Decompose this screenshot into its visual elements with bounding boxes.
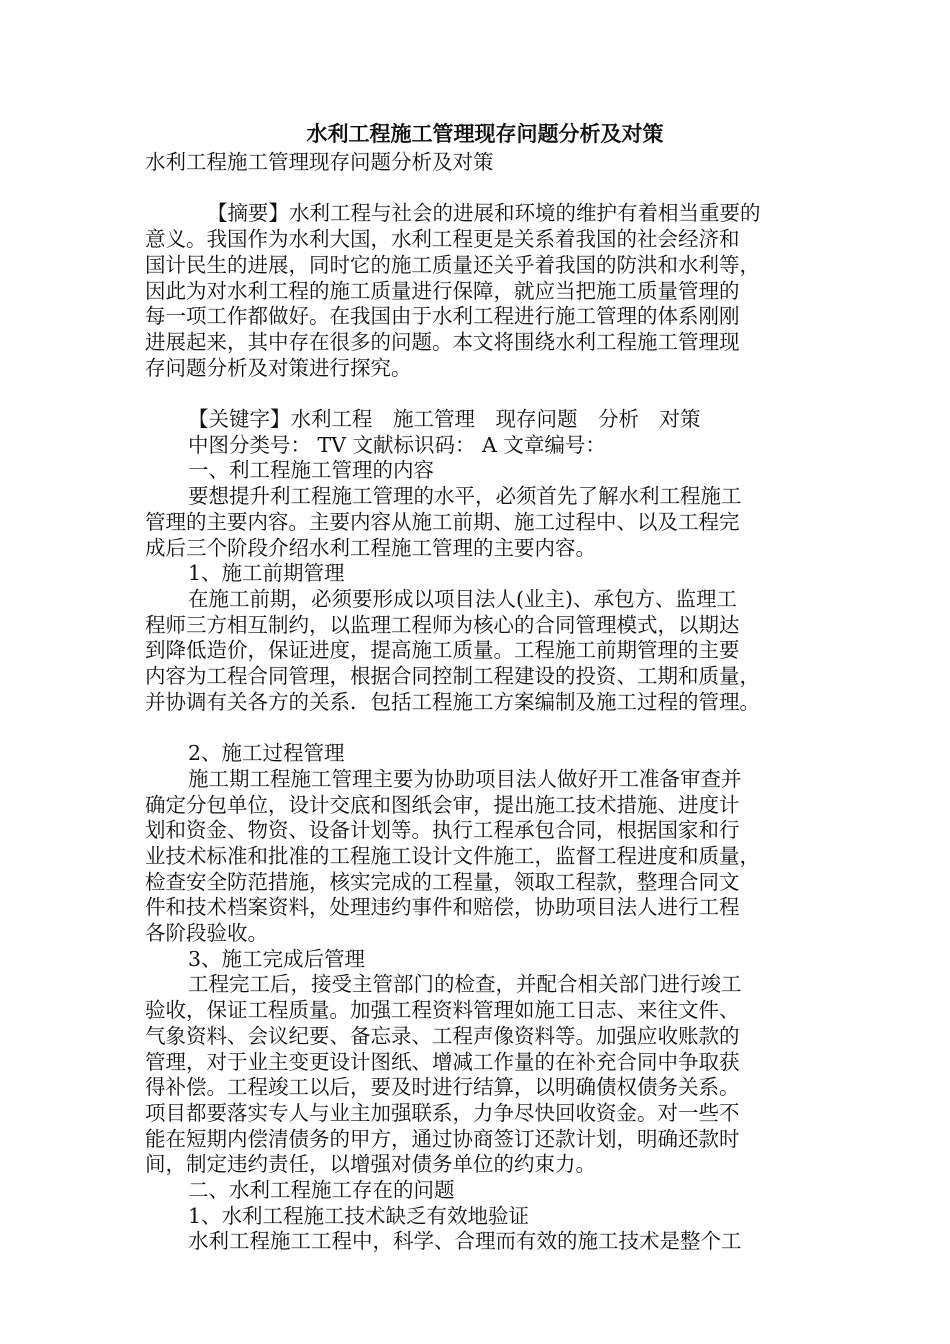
abstract-paragraph bbox=[145, 201, 805, 381]
spacer bbox=[145, 176, 805, 202]
body-line: 验收，保证工程质量。加强工程资料管理如施工日志、来往文件、 bbox=[145, 998, 740, 1023]
body-line: 到降低造价，保证进度，提高施工质量。工程施工前期管理的主要 bbox=[145, 638, 740, 663]
body-paragraph bbox=[145, 972, 805, 1178]
body-line: 项目都要落实专人与业主加强联系，力争尽快回收资金。对一些不 bbox=[145, 1100, 740, 1125]
classification-line: 中图分类号： TV 文献标识码： A 文章编号： bbox=[188, 432, 606, 457]
body-line: 能在短期内偿清债务的甲方，通过协商签订还款计划，明确还款时 bbox=[145, 1126, 740, 1151]
subsection-heading: 1、施工前期管理 bbox=[188, 561, 345, 586]
body-line: 得补偿。工程竣工以后，要及时进行结算，以明确债权债务关系。 bbox=[145, 1075, 740, 1100]
body-line: 间，制定违约责任，以增强对债务单位的约束力。 bbox=[145, 1152, 596, 1177]
document-subtitle: 水利工程施工管理现存问题分析及对策 bbox=[145, 150, 494, 174]
abstract-line: 国计民生的进展，同时它的施工质量还关乎着我国的防洪和水利等， bbox=[145, 252, 760, 277]
abstract-line: 进展起来，其中存在很多的问题。本文将围绕水利工程施工管理现 bbox=[145, 329, 740, 354]
body-line: 并协调有关各方的关系．包括工程施工方案编制及施工过程的管理。 bbox=[145, 689, 760, 714]
body-paragraph bbox=[145, 484, 805, 561]
body-paragraph bbox=[145, 767, 805, 947]
body-line: 施工期工程施工管理主要为协助项目法人做好开工准备审查并 bbox=[188, 766, 742, 791]
body-line: 划和资金、物资、设备计划等。执行工程承包合同，根据国家和行 bbox=[145, 818, 740, 843]
body-line: 程师三方相互制约，以监理工程师为核心的合同管理模式，以期达 bbox=[145, 612, 740, 637]
keywords-line: 【关键字】水利工程 施工管理 现存问题 分析 对策 bbox=[188, 407, 701, 431]
abstract-line: 因此为对水利工程的施工质量进行保障，就应当把施工质量管理的 bbox=[145, 278, 740, 303]
body-line: 要想提升利工程施工管理的水平，必须首先了解水利工程施工 bbox=[188, 484, 742, 509]
body-line: 气象资料、会议纪要、备忘录、工程声像资料等。加强应收账款的 bbox=[145, 1023, 740, 1048]
body-line: 工程完工后，接受主管部门的检查，并配合相关部门进行竣工 bbox=[188, 972, 742, 997]
subsection-heading: 2、施工过程管理 bbox=[188, 741, 345, 766]
body-paragraph bbox=[145, 587, 805, 716]
body-line: 内容为工程合同管理，根据合同控制工程建设的投资、工期和质量， bbox=[145, 664, 760, 689]
body-line: 确定分包单位，设计交底和图纸会审，提出施工技术措施、进度计 bbox=[145, 792, 740, 817]
section-heading: 一、利工程施工管理的内容 bbox=[188, 458, 434, 483]
spacer bbox=[145, 381, 805, 407]
spacer bbox=[145, 715, 805, 741]
body-line: 成后三个阶段介绍水利工程施工管理的主要内容。 bbox=[145, 535, 596, 560]
abstract-line: 意义。我国作为水利大国，水利工程更是关系着我国的社会经济和 bbox=[145, 227, 740, 252]
body-line: 在施工前期，必须要形成以项目法人(业主)、承包方、监理工 bbox=[188, 586, 737, 611]
document-page bbox=[145, 118, 805, 1255]
body-line: 各阶段验收。 bbox=[145, 921, 268, 946]
body-line: 检查安全防范措施，核实完成的工程量，领取工程款，整理合同文 bbox=[145, 869, 740, 894]
body-line: 管理的主要内容。主要内容从施工前期、施工过程中、以及工程完 bbox=[145, 509, 740, 534]
abstract-line: 每一项工作都做好。在我国由于水利工程进行施工管理的体系刚刚 bbox=[145, 304, 740, 329]
abstract-line: 【摘要】水利工程与社会的进展和环境的维护有着相当重要的 bbox=[207, 201, 761, 226]
section-heading: 二、水利工程施工存在的问题 bbox=[188, 1178, 455, 1203]
body-line: 业技术标准和批准的工程施工设计文件施工，监督工程进度和质量， bbox=[145, 843, 760, 868]
body-line: 件和技术档案资料，处理违约事件和赔偿，协助项目法人进行工程 bbox=[145, 895, 740, 920]
body-line: 水利工程施工工程中，科学、合理而有效的施工技术是整个工 bbox=[188, 1229, 742, 1254]
document-title: 水利工程施工管理现存问题分析及对策 bbox=[306, 121, 664, 146]
subsection-heading: 3、施工完成后管理 bbox=[188, 946, 366, 971]
subsection-heading: 1、水利工程施工技术缺乏有效地验证 bbox=[188, 1203, 530, 1228]
body-line: 管理，对于业主变更设计图纸、增减工作量的在补充合同中争取获 bbox=[145, 1049, 740, 1074]
body-paragraph bbox=[145, 1229, 805, 1255]
abstract-line: 存问题分析及对策进行探究。 bbox=[145, 355, 412, 380]
